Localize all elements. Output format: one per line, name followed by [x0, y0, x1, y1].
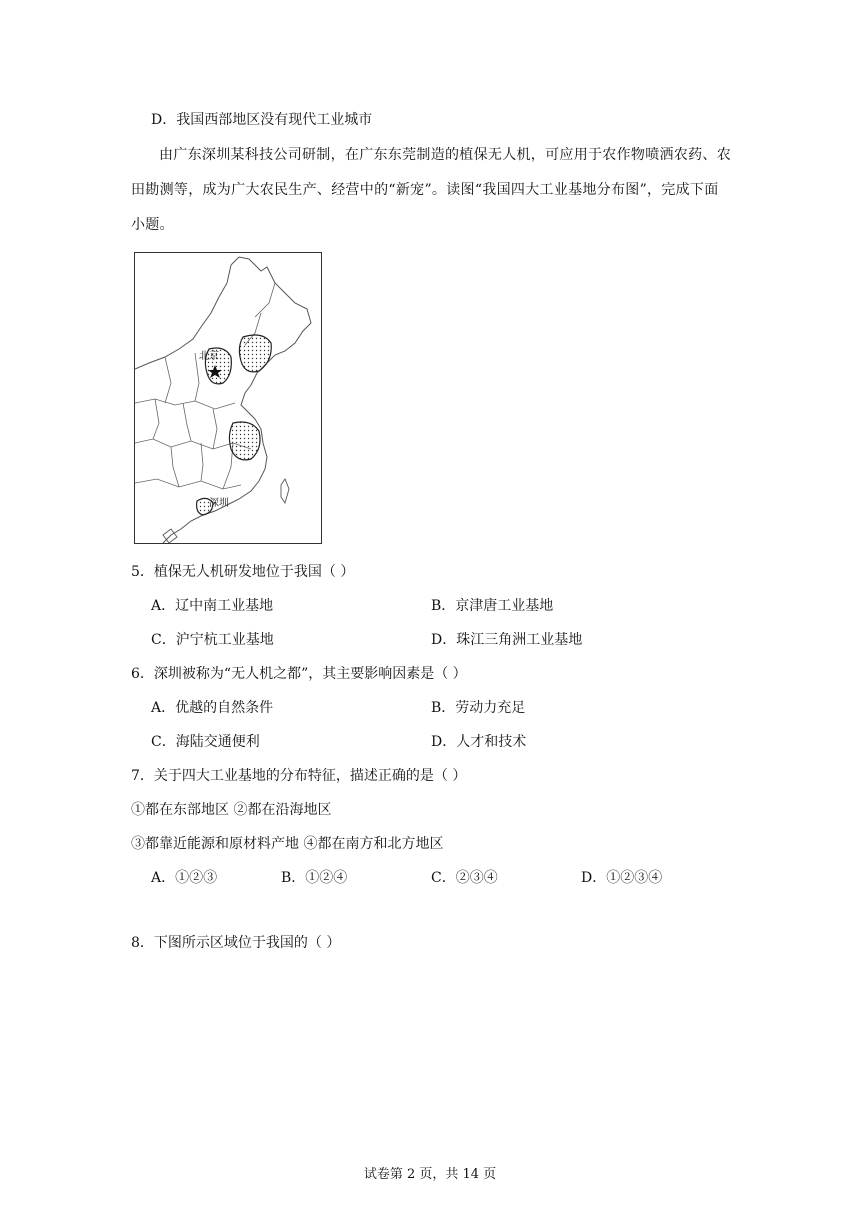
passage: 由广东深圳某科技公司研制，在广东东莞制造的植保无人机，可应用于农作物喷洒农药、农田勘测等，成为广大农民生产、经营中的“新宠”。读图“我国四大工业基地分布图”，完成下面小题。: [131, 147, 731, 233]
q7-statement-2: ③都靠近能源和原材料产地 ④都在南方和北方地区: [131, 836, 444, 852]
q5-option-c: C．沪宁杭工业基地: [151, 632, 274, 648]
q5-stem: 5．植保无人机研发地位于我国（ ）: [131, 564, 355, 580]
beijing-label: 北京: [199, 351, 219, 362]
q5-option-b: B．京津唐工业基地: [431, 598, 554, 614]
q7-option-c: C．②③④: [431, 870, 498, 886]
page-footer: 试卷第 2 页，共 14 页: [363, 1167, 497, 1182]
q8-stem: 8．下图所示区域位于我国的（ ）: [131, 935, 341, 951]
q6-stem: 6．深圳被称为“无人机之都”，其主要影响因素是（ ）: [131, 666, 467, 682]
q6-option-a: A．优越的自然条件: [151, 700, 274, 716]
q5-option-d: D．珠江三角洲工业基地: [431, 632, 583, 648]
q6-option-d: D．人才和技术: [431, 734, 527, 750]
q6-option-c: C．海陆交通便利: [151, 734, 260, 750]
liaozhongnan-base: [239, 335, 271, 372]
industrial-base-map: [134, 252, 322, 544]
q5-option-a: A．辽中南工业基地: [151, 598, 274, 614]
q7-stem: 7．关于四大工业基地的分布特征，描述正确的是（ ）: [131, 768, 467, 784]
q7-option-a: A．①②③: [151, 870, 218, 886]
shenzhen-label: 深圳: [209, 498, 229, 509]
q6-option-b: B．劳动力充足: [431, 700, 526, 716]
huningHang-base: [229, 422, 260, 460]
q7-option-d: D．①②③④: [581, 870, 663, 886]
q7-statement-1: ①都在东部地区 ②都在沿海地区: [131, 802, 332, 818]
q7-option-b: B．①②④: [281, 870, 348, 886]
q4-option-d: D．我国西部地区没有现代工业城市: [151, 112, 373, 128]
china-east-outline-map: [135, 253, 321, 543]
